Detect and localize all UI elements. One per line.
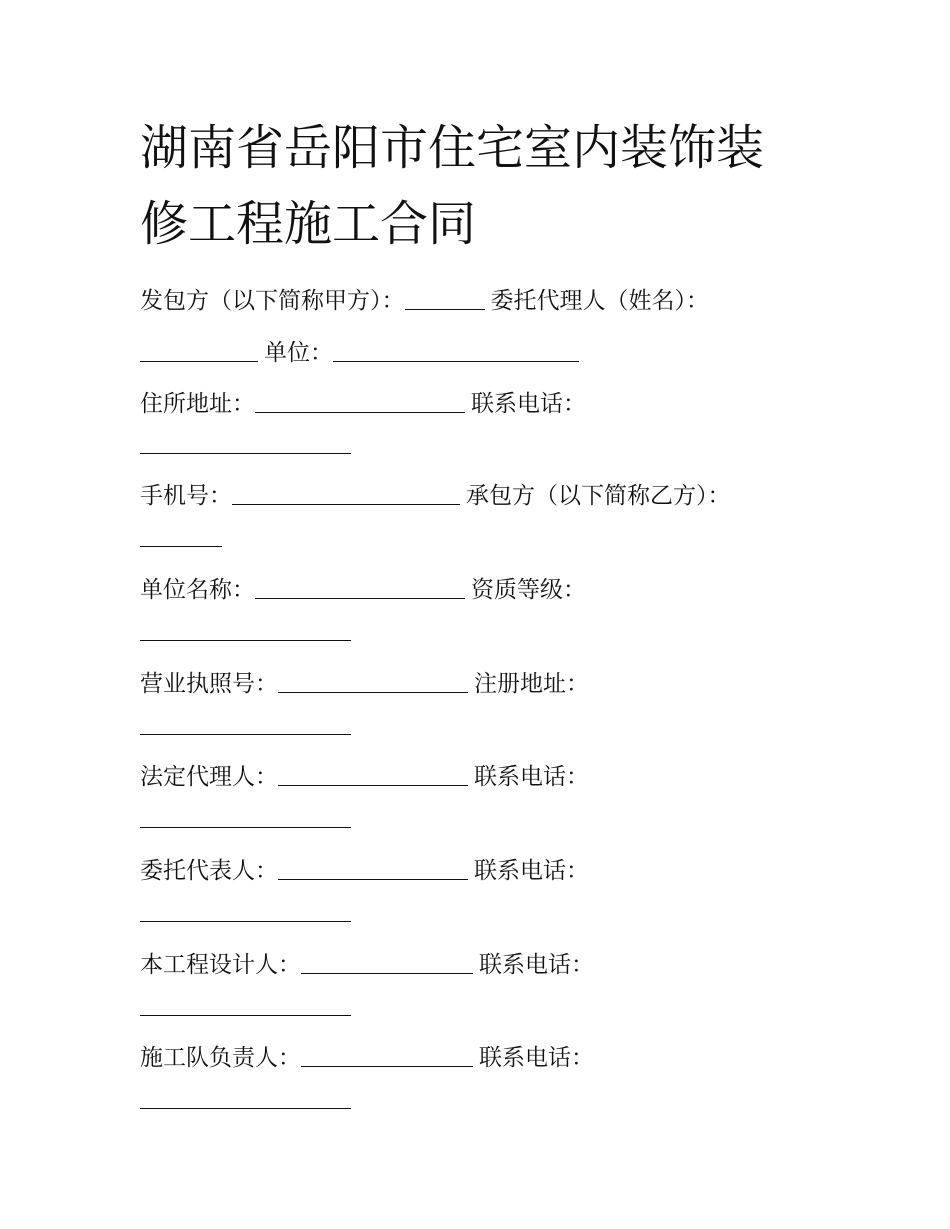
phone-1-row <box>140 430 351 460</box>
license-label: 营业执照号： <box>140 671 278 697</box>
title-line-1: 湖南省岳阳市住宅室内装饰装 <box>140 120 765 176</box>
representative-row <box>140 856 589 886</box>
designer-blank[interactable] <box>301 951 473 974</box>
phone-label-4: 联系电话： <box>479 952 594 978</box>
phone-4-blank[interactable] <box>140 993 351 1016</box>
legal-agent-label: 法定代理人： <box>140 764 278 790</box>
phone-label-5: 联系电话： <box>479 1045 594 1071</box>
team-leader-label: 施工队负责人： <box>140 1045 301 1071</box>
qualification-label: 资质等级： <box>471 577 586 603</box>
contractor-blank[interactable] <box>140 524 222 547</box>
phone-3-blank[interactable] <box>140 899 351 922</box>
phone-2-blank[interactable] <box>140 805 351 828</box>
agent-name-blank[interactable] <box>140 339 258 362</box>
representative-blank[interactable] <box>278 857 468 880</box>
registered-address-blank[interactable] <box>140 712 351 735</box>
title-line-2: 修工程施工合同 <box>140 196 477 252</box>
designer-label: 本工程设计人： <box>140 952 301 978</box>
license-blank[interactable] <box>278 670 468 693</box>
phone-3-row <box>140 898 351 928</box>
agent-name-label: 委托代理人（姓名）： <box>490 288 709 314</box>
qualification-blank-row <box>140 617 351 647</box>
designer-row <box>140 950 594 980</box>
mobile-row <box>140 481 731 511</box>
contractor-label: 承包方（以下简称乙方）： <box>466 483 731 509</box>
mobile-label: 手机号： <box>140 483 232 509</box>
contractor-blank-row <box>140 523 222 553</box>
phone-label-3: 联系电话： <box>474 858 589 884</box>
phone-4-row <box>140 992 351 1022</box>
registered-address-label: 注册地址： <box>474 671 589 697</box>
legal-agent-row <box>140 762 589 792</box>
employer-label: 发包方（以下简称甲方）： <box>140 288 405 314</box>
unit-label: 单位： <box>264 340 333 366</box>
representative-label: 委托代表人： <box>140 858 278 884</box>
unit-blank[interactable] <box>333 339 579 362</box>
address-blank[interactable] <box>255 390 465 413</box>
unit-name-blank[interactable] <box>255 576 465 599</box>
unit-name-row <box>140 575 586 605</box>
phone-1-blank[interactable] <box>140 431 351 454</box>
phone-label-1: 联系电话： <box>471 391 586 417</box>
team-leader-row <box>140 1043 594 1073</box>
agent-unit-row <box>140 338 579 368</box>
employer-blank[interactable] <box>405 287 485 310</box>
employer-row <box>140 286 709 316</box>
address-label: 住所地址： <box>140 391 255 417</box>
legal-agent-blank[interactable] <box>278 763 468 786</box>
team-leader-blank[interactable] <box>301 1044 473 1067</box>
phone-5-blank[interactable] <box>140 1086 351 1109</box>
mobile-blank[interactable] <box>232 482 460 505</box>
unit-name-label: 单位名称： <box>140 577 255 603</box>
phone-5-row <box>140 1085 351 1115</box>
phone-label-2: 联系电话： <box>474 764 589 790</box>
address-row <box>140 389 586 419</box>
license-row <box>140 669 589 699</box>
phone-2-row <box>140 804 351 834</box>
qualification-blank[interactable] <box>140 618 351 641</box>
registered-address-blank-row <box>140 711 351 741</box>
